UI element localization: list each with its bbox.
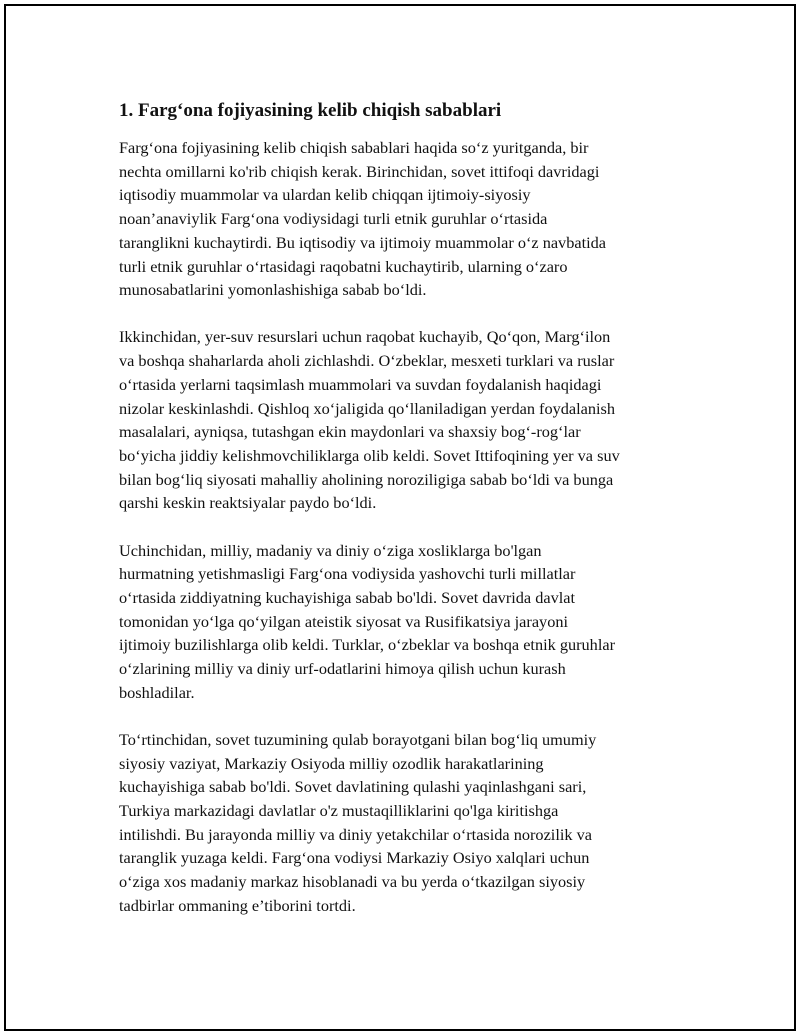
paragraph-2: [119, 325, 699, 515]
text-line: tomonidan yo‘lga qo‘yilgan ateistik siyosat va Rusifikatsiya jarayoni: [119, 611, 569, 631]
text-line: turli etnik guruhlar o‘rtasidagi raqobatni kuchaytirib, ularning o‘zaro: [119, 256, 568, 276]
paragraph-3: [119, 539, 699, 705]
text-line: Turkiya markazidagi davlatlar o'z mustaqilliklarini qo'lga kiritishga: [119, 801, 559, 821]
text-line: boshladilar.: [119, 682, 195, 702]
document-body: [119, 98, 699, 941]
text-line: nechta omillarni ko'rib chiqish kerak. Birinchidan, sovet ittifoqi davridagi: [119, 161, 600, 181]
text-line: o‘rtasida yerlarni taqsimlash muammolari va suvdan foydalanish haqidagi: [119, 374, 602, 394]
section-heading: 1. Farg‘ona fojiyasining kelib chiqish sabablari: [119, 100, 502, 121]
text-line: intilishdi. Bu jarayonda milliy va diniy yetakchilar o‘rtasida norozilik va: [119, 824, 592, 844]
text-line: ijtimoiy buzilishlarga olib keldi. Turklar, o‘zbeklar va boshqa etnik guruhlar: [119, 635, 615, 655]
text-line: o‘rtasida ziddiyatning kuchayishiga sabab bo'ldi. Sovet davrida davlat: [119, 587, 575, 607]
text-line: taranglikni kuchaytirdi. Bu iqtisodiy va ijtimoiy muammolar o‘z navbatida: [119, 232, 606, 252]
text-line: taranglik yuzaga keldi. Farg‘ona vodiysi Markaziy Osiyo xalqlari uchun: [119, 848, 590, 868]
text-line: munosabatlarini yomonlashishiga sabab bo‘ldi.: [119, 280, 427, 300]
paragraph-1: [119, 136, 699, 302]
paragraph-4: [119, 728, 699, 918]
text-line: siyosiy vaziyat, Markaziy Osiyoda milliy ozodlik harakatlarining: [119, 753, 544, 773]
text-line: o‘zlarining milliy va diniy urf-odatlarini himoya qilish uchun kurash: [119, 659, 566, 679]
text-line: noan’anaviylik Farg‘ona vodiysidagi turli etnik guruhlar o‘rtasida: [119, 209, 548, 229]
text-line: To‘rtinchidan, sovet tuzumining qulab borayotgani bilan bog‘liq umumiy: [119, 729, 597, 749]
text-line: kuchayishiga sabab bo'ldi. Sovet davlatining qulashi yaqinlashgani sari,: [119, 777, 587, 797]
text-line: masalalari, ayniqsa, tutashgan ekin maydonlari va shaxsiy bog‘-rog‘lar: [119, 422, 581, 442]
page-frame: [4, 4, 796, 1031]
text-line: Ikkinchidan, yer-suv resurslari uchun raqobat kuchayib, Qo‘qon, Marg‘ilon: [119, 327, 611, 347]
text-line: va boshqa shaharlarda aholi zichlashdi. O‘zbeklar, mesxeti turklari va ruslar: [119, 351, 615, 371]
text-line: iqtisodiy muammolar va ulardan kelib chiqqan ijtimoiy-siyosiy: [119, 185, 531, 205]
text-line: Uchinchidan, milliy, madaniy va diniy o‘ziga xosliklarga bo'lgan: [119, 540, 542, 560]
text-line: o‘ziga xos madaniy markaz hisoblanadi va bu yerda o‘tkazilgan siyosiy: [119, 872, 586, 892]
text-line: hurmatning yetishmasligi Farg‘ona vodiysida yashovchi turli millatlar: [119, 564, 576, 584]
text-line: Farg‘ona fojiyasining kelib chiqish sabablari haqida so‘z yuritganda, bir: [119, 138, 589, 157]
text-line: tadbirlar ommaning e’tiborini tortdi.: [119, 895, 356, 915]
text-line: nizolar keskinlashdi. Qishloq xo‘jaligida qo‘llaniladigan yerdan foydalanish: [119, 398, 616, 418]
text-line: bo‘yicha jiddiy kelishmovchiliklarga olib keldi. Sovet Ittifoqining yer va suv: [119, 445, 620, 465]
text-line: bilan bog‘liq siyosati mahalliy aholining noroziligiga sabab bo‘ldi va bunga: [119, 469, 614, 489]
text-line: qarshi keskin reaktsiyalar paydo bo‘ldi.: [119, 493, 377, 513]
